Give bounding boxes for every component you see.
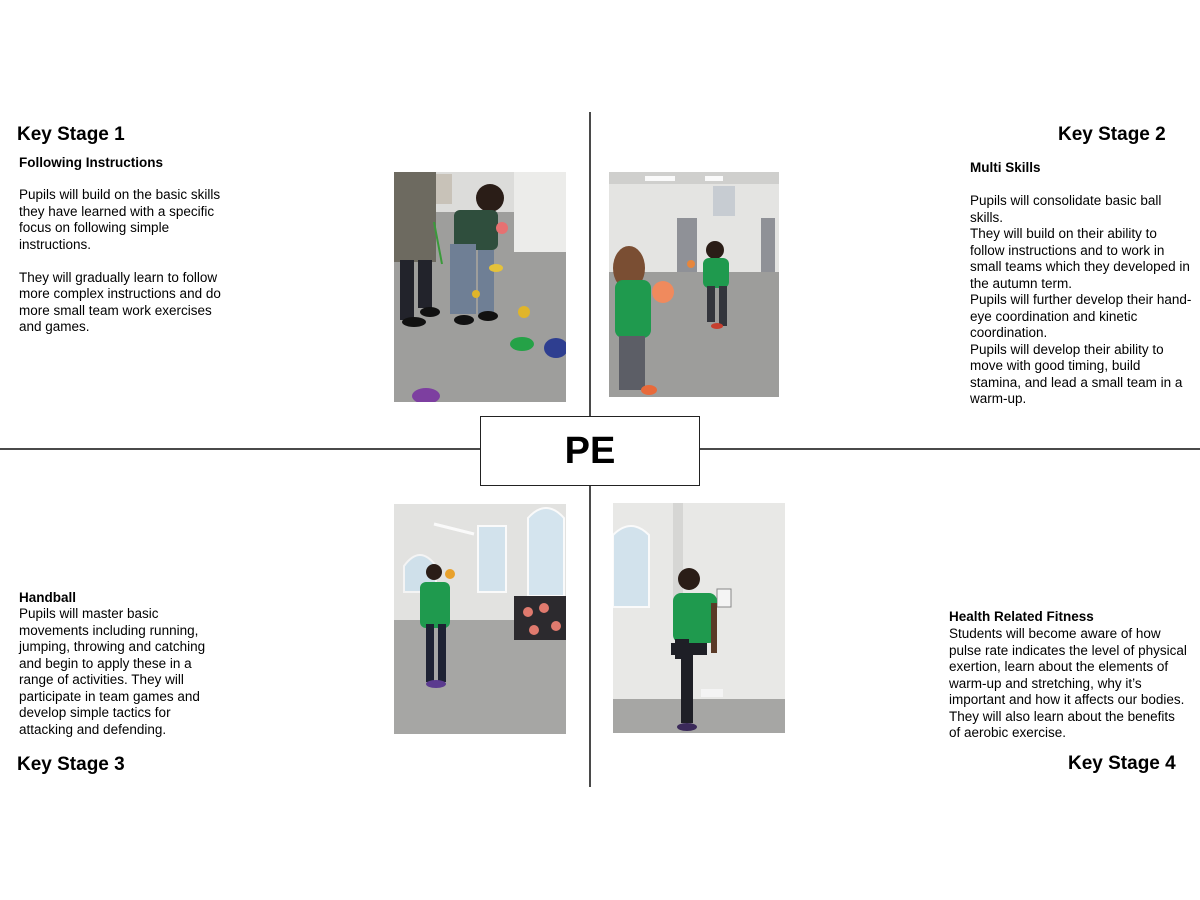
ks2-line: Pupils will consolidate basic ball skills.	[970, 193, 1162, 225]
ks3-description: Pupils will master basic movements including running, jumping, throwing and catching and begin to apply these in a range of activities. They will participate in team games and develop simple tactics for attacking and defending.	[19, 606, 206, 737]
pe-title: PE	[564, 429, 616, 472]
pe-title-box	[480, 416, 700, 486]
ks1-paragraph: They will gradually learn to follow more complex instructions and do more small team work exercises and games.	[19, 269, 221, 334]
ks2-line: They will build on their ability to follow instructions and to work in small teams which they developed in the autumn term.	[970, 226, 1190, 291]
ks4-photo	[613, 503, 785, 733]
ks4-heading: Key Stage 4	[1068, 753, 1176, 774]
ks1-section-title: Following Instructions	[19, 155, 163, 170]
ks4-description: Students will become aware of how pulse rate indicates the level of physical exertion, learn about the elements of warm-up and stretching, why it’s important and how it affects our bodies. They will also learn about the benefits of aerobic exercise.	[949, 626, 1187, 740]
ks2-heading: Key Stage 2	[1058, 124, 1166, 145]
ks2-description	[970, 193, 1192, 408]
ks2-section-title: Multi Skills	[970, 160, 1041, 175]
ks2-photo	[609, 172, 779, 397]
ks1-paragraph: Pupils will build on the basic skills they have learned with a specific focus on following simple instructions.	[19, 187, 221, 252]
ks2-line: Pupils will further develop their hand-eye coordination and kinetic coordination.	[970, 292, 1192, 340]
ks1-description	[19, 187, 234, 336]
ks1-photo	[394, 172, 566, 402]
ks4-section-title: Health Related Fitness	[949, 609, 1094, 624]
ks3-section-title: Handball	[19, 590, 77, 605]
ks3-heading: Key Stage 3	[17, 754, 125, 775]
ks3-photo	[394, 504, 566, 734]
ks2-line: Pupils will develop their ability to move with good timing, build stamina, and lead a small team in a warm-up.	[970, 341, 1183, 406]
ks1-heading: Key Stage 1	[17, 124, 125, 145]
